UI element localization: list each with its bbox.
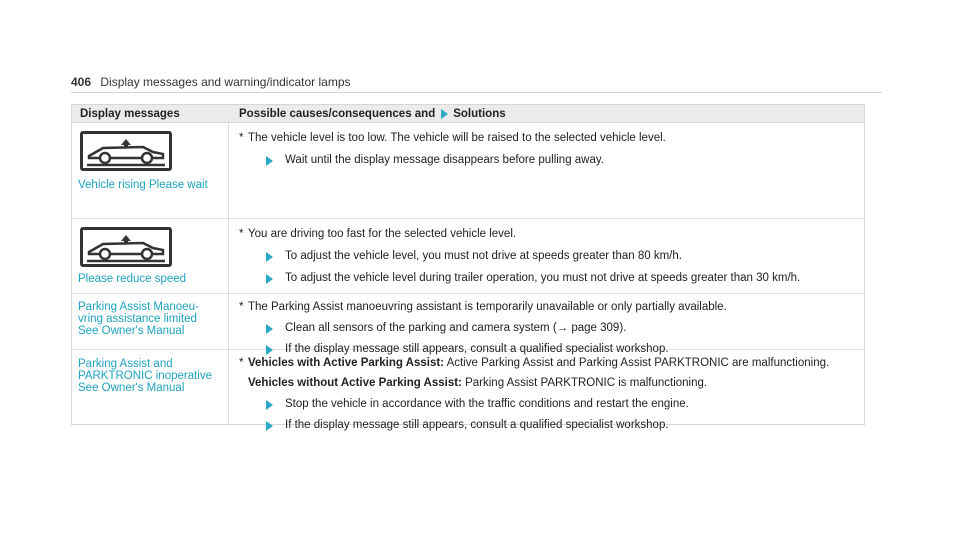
table-row bbox=[72, 350, 864, 431]
display-message-line: Parking Assist and bbox=[78, 358, 173, 370]
solution-arrow-icon bbox=[266, 421, 273, 431]
solution-item: If the display message still appears, consult a qualified specialist workshop. bbox=[266, 343, 856, 356]
page-header-title: Display messages and warning/indicator lamps bbox=[100, 75, 351, 89]
display-message-line: vring assistance limited bbox=[78, 313, 197, 325]
cause-text: * Vehicles with Active Parking Assist: Active Parking Assist and Parking Assist PARKTRONIC are malfunctioning. bbox=[239, 357, 830, 369]
vehicle-level-raise-icon bbox=[80, 131, 172, 171]
causes-cell bbox=[229, 350, 864, 431]
display-message-text: Vehicle rising Please wait bbox=[78, 179, 208, 191]
col-header-display-messages: Display messages bbox=[80, 107, 180, 120]
solution-arrow-icon bbox=[441, 109, 448, 119]
table-row bbox=[72, 123, 864, 219]
display-messages-table bbox=[71, 104, 865, 431]
causes-cell bbox=[229, 219, 864, 293]
display-message-cell bbox=[72, 219, 229, 293]
solution-arrow-icon bbox=[266, 400, 273, 410]
display-message-cell bbox=[72, 294, 229, 349]
table-row bbox=[72, 294, 864, 355]
page-header bbox=[71, 75, 351, 89]
display-message-line: See Owner's Manual bbox=[78, 382, 185, 394]
cause-text: * The vehicle level is too low. The vehicle will be raised to the selected vehicle level. bbox=[239, 132, 666, 144]
solution-item: To adjust the vehicle level, you must not drive at speeds greater than 80 km/h. bbox=[266, 250, 856, 263]
header-divider bbox=[71, 92, 882, 93]
solution-arrow-icon bbox=[266, 324, 273, 334]
solution-item: Stop the vehicle in accordance with the traffic conditions and restart the engine. bbox=[266, 398, 856, 411]
cause-text: * You are driving too fast for the selected vehicle level. bbox=[239, 228, 517, 240]
solution-item: Clean all sensors of the parking and camera system (→ page 309). bbox=[266, 322, 856, 335]
display-message-text: Please reduce speed bbox=[78, 273, 187, 285]
table-row bbox=[72, 219, 864, 294]
solution-arrow-icon bbox=[266, 252, 273, 262]
solution-item: Wait until the display message disappears before pulling away. bbox=[266, 154, 856, 167]
display-message-cell bbox=[72, 350, 229, 424]
table-header bbox=[72, 105, 864, 123]
page-number: 406 bbox=[71, 75, 92, 89]
causes-cell bbox=[229, 123, 864, 218]
cause-condition-label: Vehicles with Active Parking Assist: bbox=[248, 357, 444, 369]
solution-item: To adjust the vehicle level during trailer operation, you must not drive at speeds greater than 30 km/h. bbox=[266, 272, 856, 285]
solution-arrow-icon bbox=[266, 156, 273, 166]
display-message-cell bbox=[72, 123, 229, 218]
causes-cell bbox=[229, 294, 864, 355]
display-message-line: Parking Assist Manoeu- bbox=[78, 301, 199, 313]
display-message-line: PARKTRONIC inoperative bbox=[78, 370, 212, 382]
solution-arrow-icon bbox=[266, 274, 273, 284]
display-message-line: See Owner's Manual bbox=[78, 325, 185, 337]
cause-condition-label: Vehicles without Active Parking Assist: bbox=[248, 377, 462, 389]
cause-text: Vehicles without Active Parking Assist: Parking Assist PARKTRONIC is malfunctioning. bbox=[248, 377, 708, 389]
vehicle-level-raise-icon bbox=[80, 227, 172, 267]
cause-text: * The Parking Assist manoeuvring assistant is temporarily unavailable or only partially available. bbox=[239, 301, 727, 313]
col-header-causes: Possible causes/consequences and Solutions bbox=[239, 107, 506, 120]
solution-item: If the display message still appears, consult a qualified specialist workshop. bbox=[266, 419, 856, 432]
